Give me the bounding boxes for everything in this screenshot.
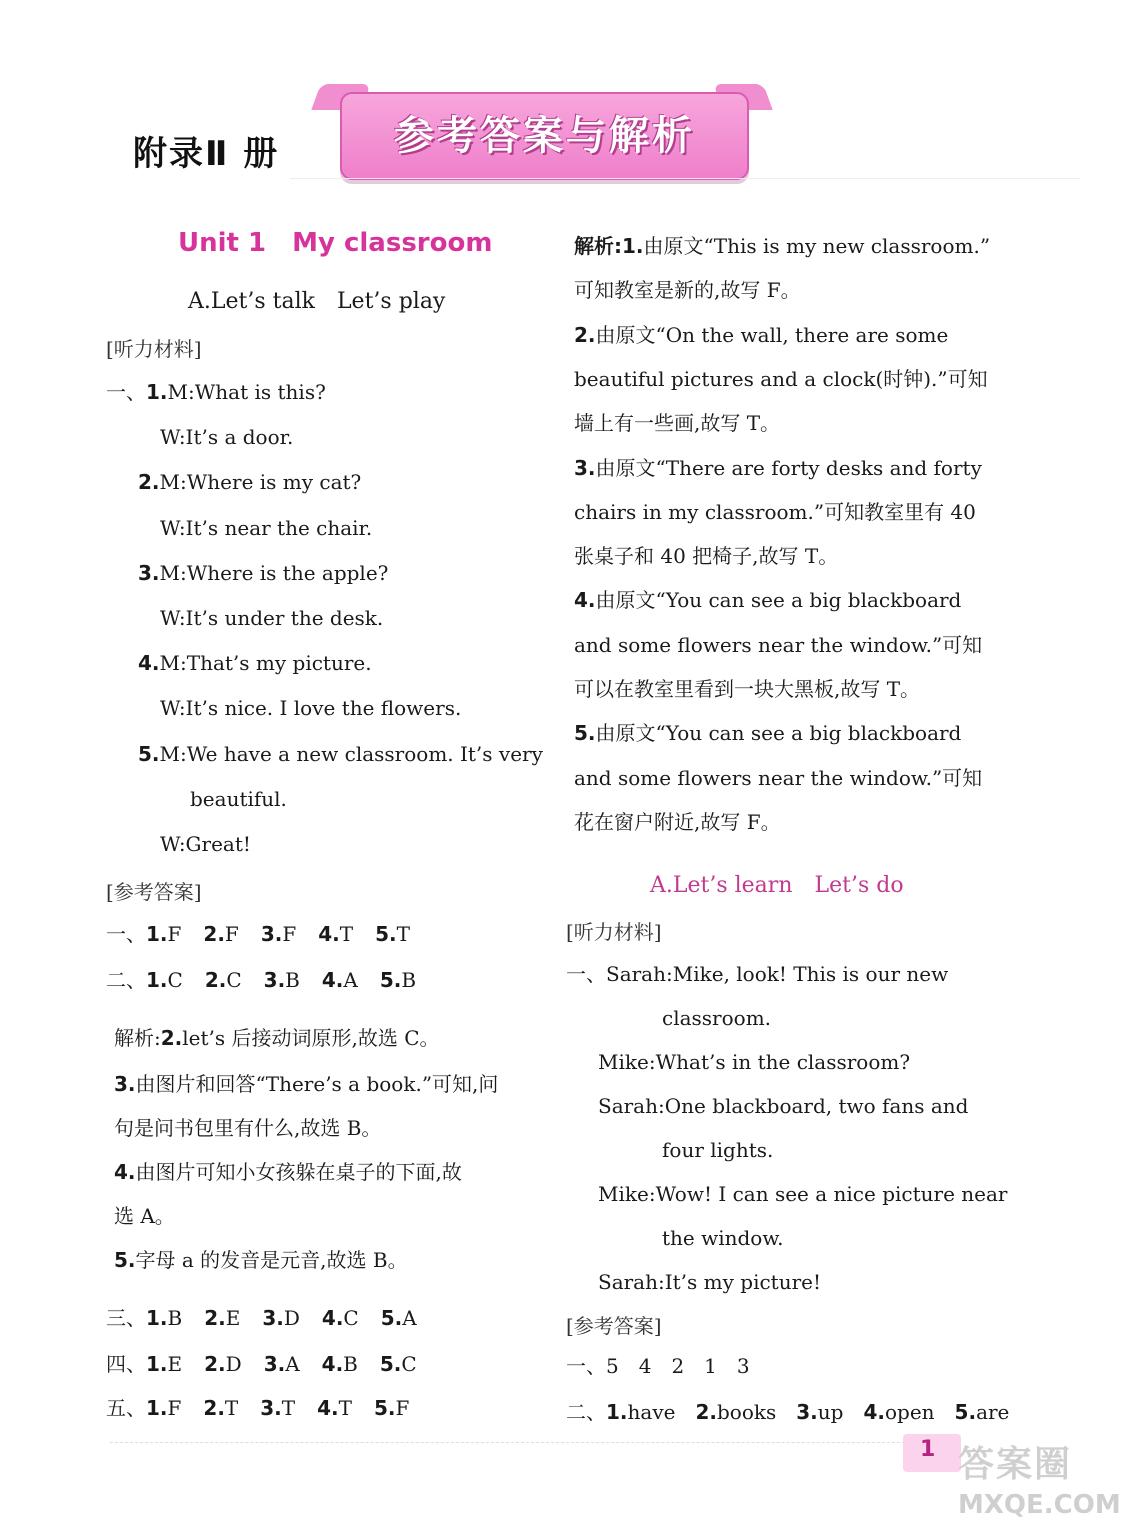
line-text: D <box>225 1352 242 1376</box>
line-text: 由原文“On the wall, there are some <box>595 322 949 347</box>
dialogue-line <box>598 1048 910 1076</box>
item-number: 3. <box>796 1400 818 1424</box>
line-text: 可知教室是新的,故写 F。 <box>574 278 801 303</box>
analysis-line <box>574 498 976 526</box>
line-text: let’s 后接动词原形,故选 C。 <box>182 1026 440 1050</box>
listening-label-2: [听力材料] <box>566 920 662 944</box>
line-text: four lights. <box>662 1138 774 1162</box>
answer-item <box>205 968 242 992</box>
line-text: T <box>338 1396 352 1420</box>
item-number: 1. <box>606 1400 628 1424</box>
answer-item <box>146 922 181 946</box>
line-text: M:What is this? <box>167 380 326 404</box>
item-number: 1. <box>146 1352 168 1376</box>
line-text: 字母 a 的发音是元音,故选 B。 <box>135 1248 408 1272</box>
line-text: E <box>167 1352 183 1376</box>
item-number: 3. <box>260 922 283 946</box>
item-number: 2. <box>138 470 160 495</box>
analysis-line <box>574 675 920 703</box>
dialogue-line <box>662 1004 771 1032</box>
dialogue-line <box>138 740 543 768</box>
dialogue-line <box>138 649 372 677</box>
answer-row-1 <box>106 920 432 948</box>
section-title-2: A.Let’s learn Let’s do <box>650 873 904 898</box>
item-number: 3. <box>262 1306 284 1330</box>
answer-item <box>374 1396 409 1420</box>
line-text: books <box>716 1400 777 1424</box>
answer-item <box>322 1306 359 1330</box>
line-text: F <box>282 922 297 946</box>
dialogue-line <box>662 1136 773 1164</box>
item-number: 2. <box>203 922 225 946</box>
analysis-line <box>574 719 961 747</box>
line-text: D <box>283 1306 300 1330</box>
item-number: 1. <box>146 1306 168 1330</box>
item-number: 5. <box>574 721 596 746</box>
line-text: W:It’s under the desk. <box>160 606 384 630</box>
item-number: 3. <box>260 1396 282 1420</box>
answer-label-2: [参考答案] <box>566 1314 662 1338</box>
line-text: 由图片和回答“There’s a book.”可知,问 <box>135 1072 499 1096</box>
answer-item <box>322 968 358 992</box>
item-number: 4. <box>138 651 160 676</box>
line-text: 墙上有一些画,故写 T。 <box>574 411 781 436</box>
item-number: 4. <box>321 1306 344 1330</box>
answer-item <box>204 1352 242 1376</box>
analysis-line <box>114 1202 175 1230</box>
analysis-line <box>574 542 838 570</box>
item-number: 2. <box>204 1352 226 1376</box>
answer-item <box>264 1352 300 1376</box>
item-number: 5. <box>114 1248 136 1272</box>
item-number: 解析:1. <box>574 234 644 258</box>
line-text: classroom. <box>662 1006 772 1030</box>
dialogue-line <box>598 1180 1007 1208</box>
line-text: 二、 <box>106 968 146 992</box>
analysis-line <box>574 365 988 393</box>
item-number: 4. <box>321 1352 344 1376</box>
line-text: 一、 <box>106 922 146 946</box>
line-text: C <box>401 1352 417 1376</box>
line-text: A <box>343 968 358 992</box>
line-text: F <box>167 1396 182 1420</box>
answer-item <box>796 1400 843 1424</box>
line-text: 二、 <box>566 1400 606 1424</box>
item-number: 2. <box>204 1306 226 1330</box>
answer-item <box>318 922 353 946</box>
analysis-line <box>574 232 990 260</box>
answer-row-r1: 一、5 4 2 1 3 <box>566 1354 750 1378</box>
analysis-line <box>574 631 982 659</box>
line-text: 句是问书包里有什么,故选 B。 <box>114 1116 382 1140</box>
page-number: 1 <box>920 1437 936 1462</box>
item-number: 2. <box>203 1396 225 1420</box>
answer-item <box>695 1400 776 1424</box>
dialogue-line <box>160 514 372 542</box>
line-text: T <box>281 1396 296 1420</box>
item-number: 3. <box>263 1352 286 1376</box>
line-text: 三、 <box>106 1306 146 1330</box>
answer-item <box>606 1400 675 1424</box>
line-text: M:Where is my cat? <box>159 470 362 495</box>
answer-item <box>146 1306 182 1330</box>
line-text: 一、Sarah: <box>566 962 673 986</box>
line-text: the window. <box>662 1226 784 1250</box>
line-text: B <box>343 1352 358 1376</box>
answer-item <box>863 1400 934 1424</box>
item-number: 3. <box>138 560 160 585</box>
dialogue-line <box>138 468 361 496</box>
line-text: 由图片可知小女孩躲在桌子的下面,故 <box>135 1160 462 1184</box>
line-text: It’s my picture! <box>664 1270 822 1294</box>
item-number: 1. <box>146 968 168 992</box>
header-divider <box>290 178 1080 179</box>
line-text: up <box>817 1400 844 1424</box>
item-number: 4. <box>317 1396 339 1420</box>
item-number: 5. <box>375 922 397 946</box>
item-number: 5. <box>954 1400 977 1424</box>
analysis-line <box>574 454 982 482</box>
item-number: 4. <box>863 1400 885 1424</box>
line-text: F <box>224 922 239 946</box>
answer-item <box>146 968 183 992</box>
dialogue-line <box>106 378 326 406</box>
item-number: 3. <box>263 968 286 992</box>
line-text: 选 A。 <box>114 1204 175 1228</box>
line-text: Mike, look! This is our new <box>672 962 949 986</box>
answer-item <box>262 1306 300 1330</box>
line-text: 由原文“You can see a big blackboard <box>595 721 962 746</box>
item-number: 5. <box>138 741 160 766</box>
analysis-line <box>574 764 982 792</box>
listening-label: [听力材料] <box>106 337 202 361</box>
dialogue-line <box>598 1268 821 1296</box>
line-text: 可以在教室里看到一块大黑板,故写 T。 <box>574 677 921 701</box>
item-number: 5. <box>380 1306 403 1330</box>
line-text: E <box>225 1306 241 1330</box>
line-text: and some flowers near the window.”可知 <box>574 765 983 790</box>
answer-item <box>203 922 238 946</box>
line-text: 解析: <box>114 1026 161 1050</box>
line-text: 四、 <box>106 1352 146 1376</box>
item-number: 5. <box>379 968 402 992</box>
line-text: beautiful. <box>190 786 287 811</box>
answer-item <box>375 922 410 946</box>
line-text: B <box>285 968 300 992</box>
line-text: B <box>167 1306 183 1330</box>
line-text: Wow! I can see a nice picture near <box>655 1182 1008 1206</box>
dialogue-line <box>160 604 383 632</box>
line-text: 由原文“This is my new classroom.” <box>643 234 991 258</box>
item-number: 2. <box>204 968 227 992</box>
line-text: chairs in my classroom.”可知教室里有 40 <box>574 499 976 524</box>
answer-row-3 <box>106 1304 439 1332</box>
dialogue-line <box>662 1224 783 1252</box>
line-text: W:Great! <box>160 832 251 856</box>
answer-item <box>955 1400 1010 1424</box>
analysis-line <box>574 808 781 836</box>
answer-item <box>317 1396 352 1420</box>
item-number: 2. <box>695 1400 717 1424</box>
answer-item <box>146 1396 181 1420</box>
dialogue-line <box>160 423 293 451</box>
line-text: W:It’s near the chair. <box>160 515 373 540</box>
item-number: 1. <box>146 922 168 946</box>
answer-item <box>380 1352 417 1376</box>
line-text: T <box>396 922 410 946</box>
line-text: B <box>401 968 417 992</box>
answer-item <box>264 968 300 992</box>
line-text: and some flowers near the window.”可知 <box>574 632 983 657</box>
answer-label: [参考答案] <box>106 880 202 904</box>
item-number: 1. <box>146 1396 168 1420</box>
item-number: 4. <box>318 922 340 946</box>
line-text: M:Where is the apple? <box>159 560 389 585</box>
answer-item <box>146 1352 182 1376</box>
item-number: 4. <box>114 1160 136 1184</box>
line-text: What’s in the classroom? <box>655 1050 911 1074</box>
answer-item <box>380 968 416 992</box>
banner-title: 参考答案与解析 <box>394 113 695 159</box>
analysis-line <box>114 1070 498 1098</box>
dialogue-line <box>566 960 948 988</box>
analysis-line <box>114 1024 440 1052</box>
line-text: beautiful pictures and a clock(时钟).”可知 <box>574 366 988 391</box>
analysis-line <box>574 586 961 614</box>
dialogue-line <box>160 830 251 858</box>
bottom-divider <box>110 1442 940 1444</box>
appendix-label: 附录Ⅱ 册 <box>133 134 280 174</box>
section-title: A.Let’s talk Let’s play <box>188 289 446 314</box>
line-text: A <box>285 1352 300 1376</box>
line-text: Sarah: <box>598 1094 665 1118</box>
answer-item <box>381 1306 417 1330</box>
line-text: Sarah: <box>598 1270 665 1294</box>
dialogue-line <box>598 1092 968 1120</box>
line-text: F <box>167 922 182 946</box>
answer-row-4 <box>106 1350 439 1378</box>
line-text: One blackboard, two fans and <box>664 1094 969 1118</box>
analysis-line <box>114 1246 408 1274</box>
item-number: 2. <box>574 322 596 347</box>
answer-row-r2 <box>566 1398 1029 1426</box>
line-text: C <box>343 1306 359 1330</box>
dialogue-line <box>160 694 461 722</box>
line-text: 一、 <box>106 380 146 404</box>
watermark-logo: 答案圈 <box>958 1444 1073 1485</box>
line-text: 由原文“There are forty desks and forty <box>595 455 982 480</box>
line-text: T <box>339 922 354 946</box>
analysis-line <box>574 409 780 437</box>
item-number: 4. <box>321 968 344 992</box>
answer-item <box>322 1352 358 1376</box>
answer-item <box>261 922 296 946</box>
item-number: 4. <box>574 588 596 613</box>
unit-title: Unit 1 My classroom <box>178 228 493 258</box>
line-text: C <box>226 968 242 992</box>
line-text: T <box>224 1396 239 1420</box>
line-text: are <box>976 1400 1010 1424</box>
line-text: M:That’s my picture. <box>159 651 372 676</box>
line-text: Mike: <box>598 1182 656 1206</box>
line-text: 花在窗户附近,故写 F。 <box>574 809 781 834</box>
line-text: Mike: <box>598 1050 656 1074</box>
analysis-line <box>114 1158 462 1186</box>
line-text: F <box>395 1396 410 1420</box>
item-number: 5. <box>379 1352 402 1376</box>
analysis-line <box>114 1114 381 1142</box>
dialogue-line <box>138 559 388 587</box>
answer-item <box>204 1306 240 1330</box>
dialogue-line <box>190 785 287 813</box>
answer-item <box>260 1396 295 1420</box>
line-text: open <box>884 1400 935 1424</box>
analysis-line <box>574 276 801 304</box>
answer-item <box>203 1396 238 1420</box>
line-text: 五、 <box>106 1396 146 1420</box>
item-number: 2. <box>160 1026 183 1050</box>
item-number: 5. <box>373 1396 396 1420</box>
answer-row-2 <box>106 966 438 994</box>
item-number: 3. <box>574 455 596 480</box>
line-text: W:It’s nice. I love the flowers. <box>160 696 462 721</box>
item-number: 1. <box>146 380 168 404</box>
line-text: A <box>402 1306 417 1330</box>
line-text: C <box>167 968 183 992</box>
line-text: W:It’s a door. <box>160 425 294 450</box>
line-text: M:We have a new classroom. It’s very <box>159 741 543 766</box>
answer-row-5 <box>106 1394 431 1422</box>
line-text: 张桌子和 40 把椅子,故写 T。 <box>574 544 839 569</box>
analysis-line <box>574 321 948 349</box>
watermark-site: MXQE.COM <box>958 1490 1121 1520</box>
item-number: 3. <box>114 1072 136 1096</box>
line-text: 由原文“You can see a big blackboard <box>595 588 962 613</box>
line-text: have <box>627 1400 676 1424</box>
